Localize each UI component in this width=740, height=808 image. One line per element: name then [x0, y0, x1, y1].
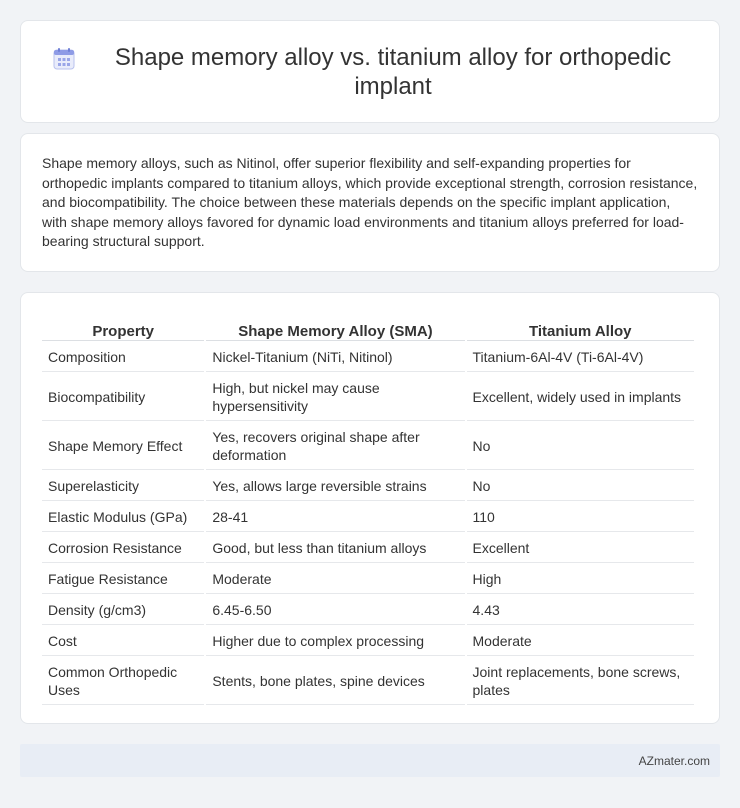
title-row: [52, 43, 688, 101]
cell-titanium: Moderate: [467, 627, 694, 656]
column-header-property: Property: [42, 315, 204, 341]
cell-sma: 6.45-6.50: [206, 596, 464, 625]
cell-property: Density (g/cm3): [42, 596, 204, 625]
cell-sma: Nickel-Titanium (NiTi, Nitinol): [206, 343, 464, 372]
table-row: [42, 627, 694, 656]
cell-property: Composition: [42, 343, 204, 372]
cell-property: Shape Memory Effect: [42, 423, 204, 470]
table-row: [42, 658, 694, 705]
table-header-row: [42, 315, 694, 341]
intro-card: [20, 133, 720, 272]
cell-property: Cost: [42, 627, 204, 656]
cell-property: Elastic Modulus (GPa): [42, 503, 204, 532]
title-card: [20, 20, 720, 123]
footer-brand-link[interactable]: AZmater.com: [638, 753, 710, 768]
table-row: [42, 534, 694, 563]
cell-sma: Stents, bone plates, spine devices: [206, 658, 464, 705]
table-row: [42, 343, 694, 372]
comparison-table: [40, 313, 696, 707]
cell-sma: Good, but less than titanium alloys: [206, 534, 464, 563]
table-row: [42, 596, 694, 625]
cell-property: Corrosion Resistance: [42, 534, 204, 563]
table-row: [42, 374, 694, 421]
cell-titanium: Excellent, widely used in implants: [467, 374, 694, 421]
cell-titanium: 110: [467, 503, 694, 532]
cell-titanium: 4.43: [467, 596, 694, 625]
cell-titanium: No: [467, 472, 694, 501]
cell-property: Superelasticity: [42, 472, 204, 501]
cell-sma: High, but nickel may cause hypersensitivity: [206, 374, 464, 421]
cell-sma: Higher due to complex processing: [206, 627, 464, 656]
table-row: [42, 565, 694, 594]
cell-sma: Yes, recovers original shape after deformation: [206, 423, 464, 470]
cell-property: Biocompatibility: [42, 374, 204, 421]
column-header-sma: Shape Memory Alloy (SMA): [206, 315, 464, 341]
cell-sma: 28-41: [206, 503, 464, 532]
footer-bar: [20, 744, 720, 777]
calendar-icon: [52, 47, 76, 71]
page-title: Shape memory alloy vs. titanium alloy for orthopedic implant: [114, 43, 672, 100]
column-header-titanium: Titanium Alloy: [467, 315, 694, 341]
cell-titanium: High: [467, 565, 694, 594]
cell-property: Fatigue Resistance: [42, 565, 204, 594]
cell-titanium: No: [467, 423, 694, 470]
cell-sma: Yes, allows large reversible strains: [206, 472, 464, 501]
table-row: [42, 503, 694, 532]
cell-titanium: Joint replacements, bone screws, plates: [467, 658, 694, 705]
cell-titanium: Excellent: [467, 534, 694, 563]
cell-titanium: Titanium-6Al-4V (Ti-6Al-4V): [467, 343, 694, 372]
cell-property: Common Orthopedic Uses: [42, 658, 204, 705]
cell-sma: Moderate: [206, 565, 464, 594]
table-row: [42, 472, 694, 501]
intro-paragraph: Shape memory alloys, such as Nitinol, offer superior flexibility and self-expanding properties for orthopedic implants compared to titanium alloys, which provide exceptional strength, corrosion resistance, and biocompatibility. The choice between these materials depends on the specific implant application, with shape memory alloys favored for dynamic load environments and titanium alloys preferred for load-bearing structural support.: [42, 155, 698, 249]
comparison-table-card: [20, 292, 720, 724]
table-row: [42, 423, 694, 470]
